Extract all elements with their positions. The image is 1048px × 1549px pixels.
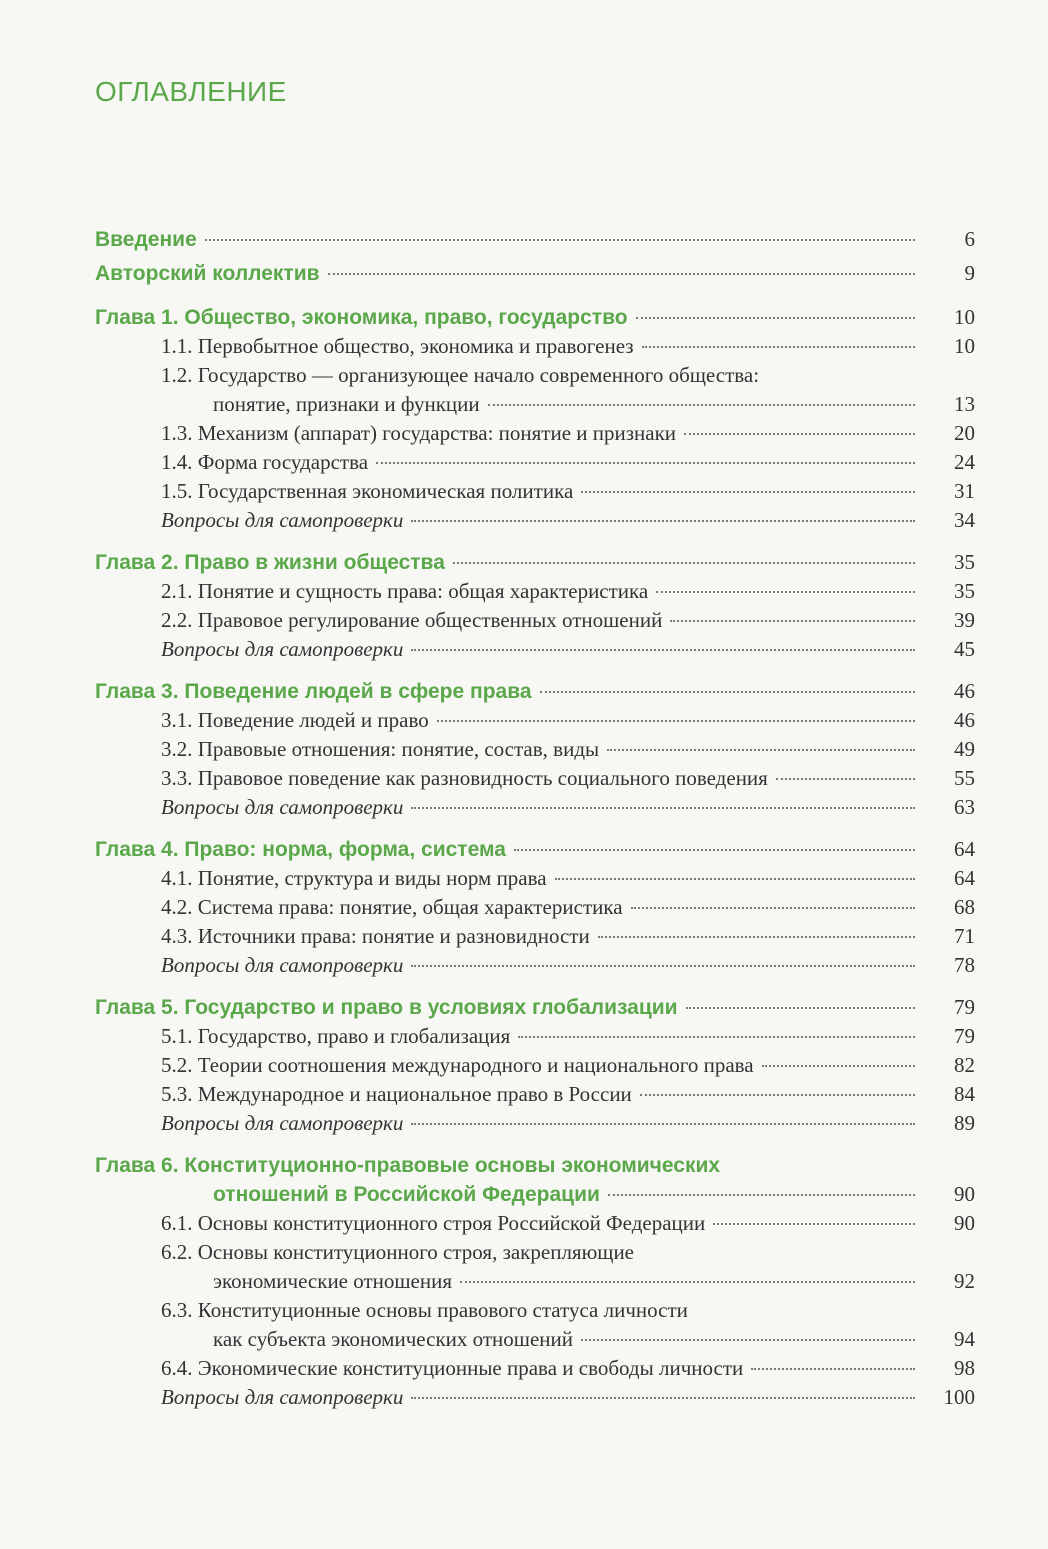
dot-leader bbox=[411, 1123, 915, 1125]
dot-leader bbox=[514, 849, 915, 851]
toc-entry-page: 79 bbox=[954, 1024, 975, 1048]
toc-entry[interactable] bbox=[95, 256, 975, 290]
dot-leader bbox=[670, 620, 915, 622]
toc-entry-label: 4.1. Понятие, структура и виды норм права bbox=[161, 866, 547, 890]
toc-entry[interactable] bbox=[95, 1051, 975, 1080]
toc-entry-page: 98 bbox=[954, 1356, 975, 1380]
toc-entry-label: 5.3. Международное и национальное право в России bbox=[161, 1082, 632, 1106]
toc-entry-label: 2.2. Правовое регулирование общественных отношений bbox=[161, 608, 663, 632]
toc-entry-label: 6.4. Экономические конституционные права и свободы личности bbox=[161, 1356, 744, 1380]
toc-entry[interactable] bbox=[95, 1151, 975, 1180]
toc-entry[interactable] bbox=[95, 477, 975, 506]
toc-entry[interactable] bbox=[95, 1325, 975, 1354]
dot-leader bbox=[631, 907, 915, 909]
toc-entry-label: Глава 6. Конституционно-правовые основы экономических bbox=[95, 1154, 721, 1177]
toc-entry-label: отношений в Российской Федерации bbox=[213, 1183, 600, 1206]
toc-entry[interactable] bbox=[95, 1354, 975, 1383]
toc-entry-page: 46 bbox=[954, 679, 975, 703]
toc-entry-label: 1.4. Форма государства bbox=[161, 450, 369, 474]
toc-entry-page: 10 bbox=[954, 305, 975, 329]
toc-entry[interactable] bbox=[95, 506, 975, 535]
toc-entry[interactable] bbox=[95, 448, 975, 477]
toc-entry-page: 24 bbox=[954, 450, 975, 474]
toc-entry-label: Вопросы для самопроверки bbox=[161, 1385, 404, 1409]
dot-leader bbox=[488, 404, 915, 406]
dot-leader bbox=[656, 591, 915, 593]
dot-leader bbox=[581, 491, 915, 493]
toc-entry-page: 89 bbox=[954, 1111, 975, 1135]
toc-entry-label: 3.1. Поведение людей и право bbox=[161, 708, 429, 732]
dot-leader bbox=[598, 936, 915, 938]
toc-entry-label: 5.1. Государство, право и глобализация bbox=[161, 1024, 511, 1048]
toc-entry-page: 79 bbox=[954, 995, 975, 1019]
dot-leader bbox=[762, 1065, 915, 1067]
toc-entry[interactable] bbox=[95, 951, 975, 980]
toc-entry-label: 3.2. Правовые отношения: понятие, состав, виды bbox=[161, 737, 600, 761]
toc-entry-page: 90 bbox=[954, 1182, 975, 1206]
toc-entry[interactable] bbox=[95, 1238, 975, 1267]
toc-entry[interactable] bbox=[95, 735, 975, 764]
toc-entry-page: 63 bbox=[954, 795, 975, 819]
page-title: ОГЛАВЛЕНИЕ bbox=[95, 76, 287, 107]
toc-entry[interactable] bbox=[95, 793, 975, 822]
toc-entry-page: 92 bbox=[954, 1269, 975, 1293]
toc-entry-label: Вопросы для самопроверки bbox=[161, 795, 404, 819]
dot-leader bbox=[642, 346, 915, 348]
dot-leader bbox=[555, 878, 915, 880]
toc-entry-label: экономические отношения bbox=[213, 1269, 453, 1293]
dot-leader bbox=[411, 965, 915, 967]
toc-entry-label: Введение bbox=[95, 228, 197, 251]
toc-entry[interactable] bbox=[95, 1022, 975, 1051]
toc-entry-label: Глава 1. Общество, экономика, право, государство bbox=[95, 306, 628, 329]
dot-leader bbox=[751, 1368, 915, 1370]
toc-entry[interactable] bbox=[95, 706, 975, 735]
toc-entry[interactable] bbox=[95, 1109, 975, 1138]
toc-entry-page: 35 bbox=[954, 579, 975, 603]
toc-entry-label: как субъекта экономических отношений bbox=[213, 1327, 573, 1351]
toc-entry[interactable] bbox=[95, 1296, 975, 1325]
toc-entry-page: 10 bbox=[954, 334, 975, 358]
toc-entry-label: 4.2. Система права: понятие, общая характеристика bbox=[161, 895, 623, 919]
toc-entry[interactable] bbox=[95, 1080, 975, 1109]
dot-leader bbox=[411, 807, 915, 809]
toc-entry-page: 20 bbox=[954, 421, 975, 445]
dot-leader bbox=[608, 1194, 915, 1196]
toc-entry-label: понятие, признаки и функции bbox=[213, 392, 480, 416]
toc-entry-page: 31 bbox=[954, 479, 975, 503]
toc-entry-label: Глава 5. Государство и право в условиях глобализации bbox=[95, 996, 678, 1019]
toc-entry-page: 13 bbox=[954, 392, 975, 416]
dot-leader bbox=[581, 1339, 915, 1341]
toc-entry-label: 6.1. Основы конституционного строя Российской Федерации bbox=[161, 1211, 706, 1235]
dot-leader bbox=[411, 649, 915, 651]
toc-entry-page: 6 bbox=[964, 227, 975, 251]
toc-entry[interactable] bbox=[95, 419, 975, 448]
toc-entry-page: 9 bbox=[964, 261, 975, 285]
toc-entry-label: Вопросы для самопроверки bbox=[161, 508, 404, 532]
dot-leader bbox=[437, 720, 915, 722]
toc-entry[interactable] bbox=[95, 993, 975, 1022]
toc-entry-page: 64 bbox=[954, 866, 975, 890]
toc-entry-page: 68 bbox=[954, 895, 975, 919]
toc-entry[interactable] bbox=[95, 835, 975, 864]
dot-leader bbox=[686, 1007, 915, 1009]
dot-leader bbox=[540, 691, 915, 693]
toc-entry[interactable] bbox=[95, 764, 975, 793]
toc-entry-page: 84 bbox=[954, 1082, 975, 1106]
toc-entry-label: Вопросы для самопроверки bbox=[161, 953, 404, 977]
toc-entry-page: 39 bbox=[954, 608, 975, 632]
toc-entry-page: 34 bbox=[954, 508, 975, 532]
dot-leader bbox=[713, 1223, 915, 1225]
toc-entry[interactable] bbox=[95, 606, 975, 635]
dot-leader bbox=[640, 1094, 915, 1096]
toc-entry[interactable] bbox=[95, 303, 975, 332]
toc-entry-page: 71 bbox=[954, 924, 975, 948]
toc-entry-label: 6.3. Конституционные основы правового статуса личности bbox=[161, 1298, 688, 1322]
toc-entry[interactable] bbox=[95, 332, 975, 361]
toc-entry[interactable] bbox=[95, 1180, 975, 1209]
toc-entry-page: 100 bbox=[943, 1385, 975, 1409]
toc-entry[interactable] bbox=[95, 222, 975, 256]
toc-entry-page: 78 bbox=[954, 953, 975, 977]
toc-entry-label: 1.1. Первобытное общество, экономика и правогенез bbox=[161, 334, 634, 358]
toc-entry-label: 1.5. Государственная экономическая политика bbox=[161, 479, 574, 503]
dot-leader bbox=[776, 778, 915, 780]
toc-entry-page: 35 bbox=[954, 550, 975, 574]
toc-entry-page: 55 bbox=[954, 766, 975, 790]
toc-entry-label: 1.2. Государство — организующее начало современного общества: bbox=[161, 363, 760, 387]
toc-entry-label: Глава 4. Право: норма, форма, система bbox=[95, 838, 506, 861]
toc-entry[interactable] bbox=[95, 1209, 975, 1238]
dot-leader bbox=[684, 433, 915, 435]
toc-entry-page: 90 bbox=[954, 1211, 975, 1235]
toc-entry[interactable] bbox=[95, 677, 975, 706]
toc-entry[interactable] bbox=[95, 577, 975, 606]
toc-entry-label: 2.1. Понятие и сущность права: общая характеристика bbox=[161, 579, 649, 603]
dot-leader bbox=[411, 520, 915, 522]
toc-entry-label: Вопросы для самопроверки bbox=[161, 1111, 404, 1135]
toc-entry[interactable] bbox=[95, 390, 975, 419]
toc-entry[interactable] bbox=[95, 361, 975, 390]
toc-entry-label: Глава 3. Поведение людей в сфере права bbox=[95, 680, 532, 703]
dot-leader bbox=[607, 749, 915, 751]
toc-entry[interactable] bbox=[95, 922, 975, 951]
dot-leader bbox=[453, 562, 915, 564]
table-of-contents bbox=[95, 222, 975, 1412]
toc-entry[interactable] bbox=[95, 864, 975, 893]
toc-entry-page: 49 bbox=[954, 737, 975, 761]
toc-entry[interactable] bbox=[95, 893, 975, 922]
toc-entry[interactable] bbox=[95, 1383, 975, 1412]
toc-entry-page: 45 bbox=[954, 637, 975, 661]
toc-entry[interactable] bbox=[95, 548, 975, 577]
toc-entry-page: 46 bbox=[954, 708, 975, 732]
toc-entry-page: 82 bbox=[954, 1053, 975, 1077]
dot-leader bbox=[460, 1281, 915, 1283]
dot-leader bbox=[411, 1397, 915, 1399]
toc-entry-page: 64 bbox=[954, 837, 975, 861]
dot-leader bbox=[636, 317, 915, 319]
dot-leader bbox=[518, 1036, 915, 1038]
toc-entry[interactable] bbox=[95, 1267, 975, 1296]
toc-entry-page: 94 bbox=[954, 1327, 975, 1351]
dot-leader bbox=[205, 239, 915, 241]
toc-entry-label: 5.2. Теории соотношения международного и национального права bbox=[161, 1053, 754, 1077]
toc-entry-label: 4.3. Источники права: понятие и разновидности bbox=[161, 924, 590, 948]
toc-entry[interactable] bbox=[95, 635, 975, 664]
dot-leader bbox=[328, 273, 915, 275]
toc-entry-label: Вопросы для самопроверки bbox=[161, 637, 404, 661]
toc-entry-label: 3.3. Правовое поведение как разновидность социального поведения bbox=[161, 766, 768, 790]
toc-entry-label: 6.2. Основы конституционного строя, закрепляющие bbox=[161, 1240, 635, 1264]
toc-entry-label: Глава 2. Право в жизни общества bbox=[95, 551, 445, 574]
dot-leader bbox=[376, 462, 915, 464]
toc-entry-label: 1.3. Механизм (аппарат) государства: понятие и признаки bbox=[161, 421, 677, 445]
toc-entry-label: Авторский коллектив bbox=[95, 262, 320, 285]
